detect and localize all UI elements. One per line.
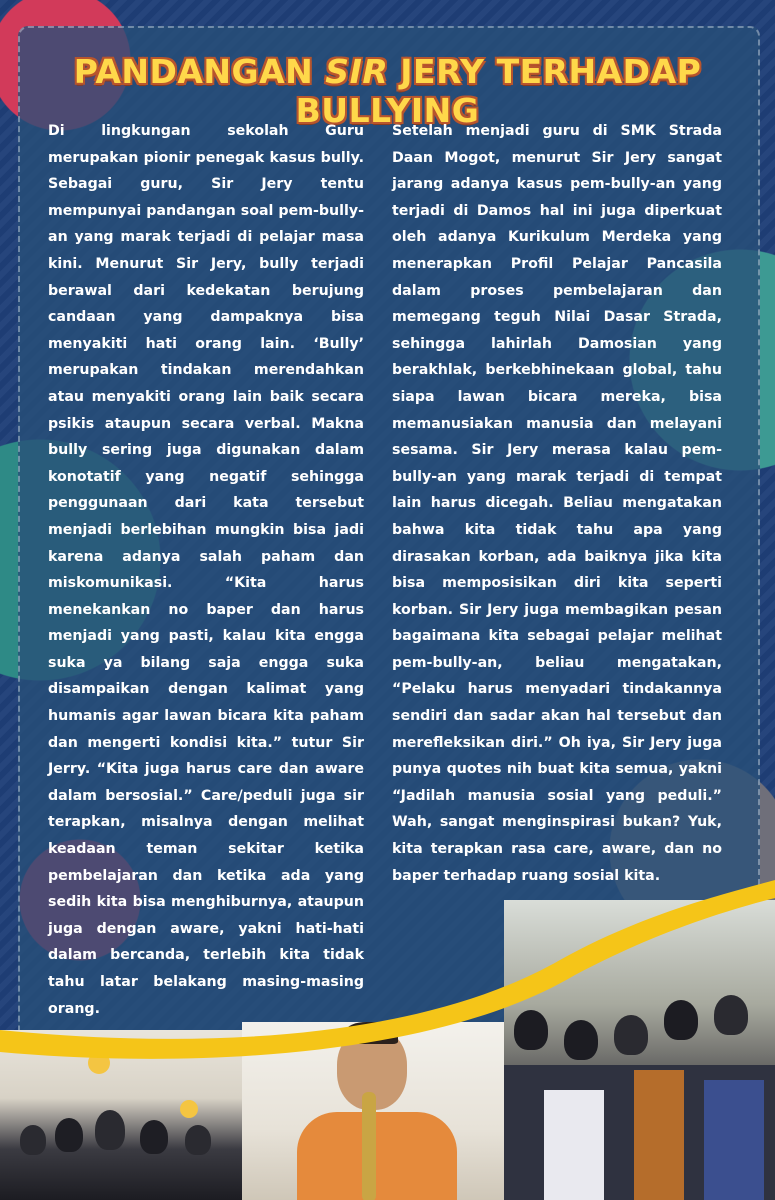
left-column-text: Di lingkungan sekolah Guru merupakan pionir penegak kasus bully. Sebagai guru, Sir Jery tentu mempunyai pandangan soal pem-bully-an yang marak terjadi di pelajar masa kini. Menurut Sir Jery, bully terjadi berawal dari kedekatan berujung candaan yang dampaknya bisa menyakiti hati orang lain. ‘Bully’ merupakan tindakan merendahkan atau menyakiti orang lain baik secara psikis ataupun secara verbal. Makna bully sering juga digunakan dalam konotatif yang negatif sehingga penggunaan dari kata tersebut menjadi berlebihan mungkin bisa jadi karena adanya salah paham dan miskomunikasi. “Kita harus menekankan no baper dan harus menjadi yang pasti, kalau kita engga suka ya bilang saja engga suka disampaikan dengan kalimat yang humanis agar lawan bicara kita paham dan mengerti kondisi kita.” tutur Sir Jerry. “Kita juga harus care dan aware dalam bersosial.” Care/peduli juga sir terapkan, misalnya dengan melihat keadaan teman sekitar ketika pembelajaran dan ketika ada yang sedih kita bisa menghiburnya, ataupun juga dengan aware, yakni hati-hati dalam bercanda, terlebih kita tidak tahu latar belakang masing-masing orang. [48, 123, 364, 1017]
right-column-text: Setelah menjadi guru di SMK Strada Daan Mogot, menurut Sir Jery sangat jarang adanya kasus pem-bully-an yang terjadi di Damos hal ini juga diperkuat oleh adanya Kurikulum Merdeka yang menerapkan Profil Pelajar Pancasila dalam proses pembelajaran dan memegang teguh Nilai Dasar Strada, sehingga lahirlah Damosian yang berakhlak, berkebhinekaan global, tahu siapa lawan bicara mereka, bisa memanusiakan manusia dan melayani sesama. Sir Jery merasa kalau pem-bully-an yang marak terjadi di tempat lain harus dicegah. Beliau mengatakan bahwa kita tidak tahu apa yang dirasakan korban, ada baiknya jika kita bisa memposisikan diri kita seperti korban. Sir Jery juga membagikan pesan bagaimana kita sebagai pelajar melihat pem-bully-an, beliau mengatakan, “Pelaku harus menyadari tindakannya sendiri dan sadar akan hal tersebut dan merefleksikan diri.” Oh iya, Sir Jery juga punya quotes nih buat kita semua, yakni “Jadilah manusia sosial yang peduli.” Wah, sangat menginspirasi bukan? Yuk, kita terapkan rasa care, aware, dan no baper terhadap ruang sosial kita. [392, 123, 722, 884]
yellow-wave-decoration [0, 880, 775, 1200]
page-title: PANDANGAN SIR JERY TERHADAP BULLYING [73, 52, 702, 130]
article-column-right [392, 118, 722, 889]
